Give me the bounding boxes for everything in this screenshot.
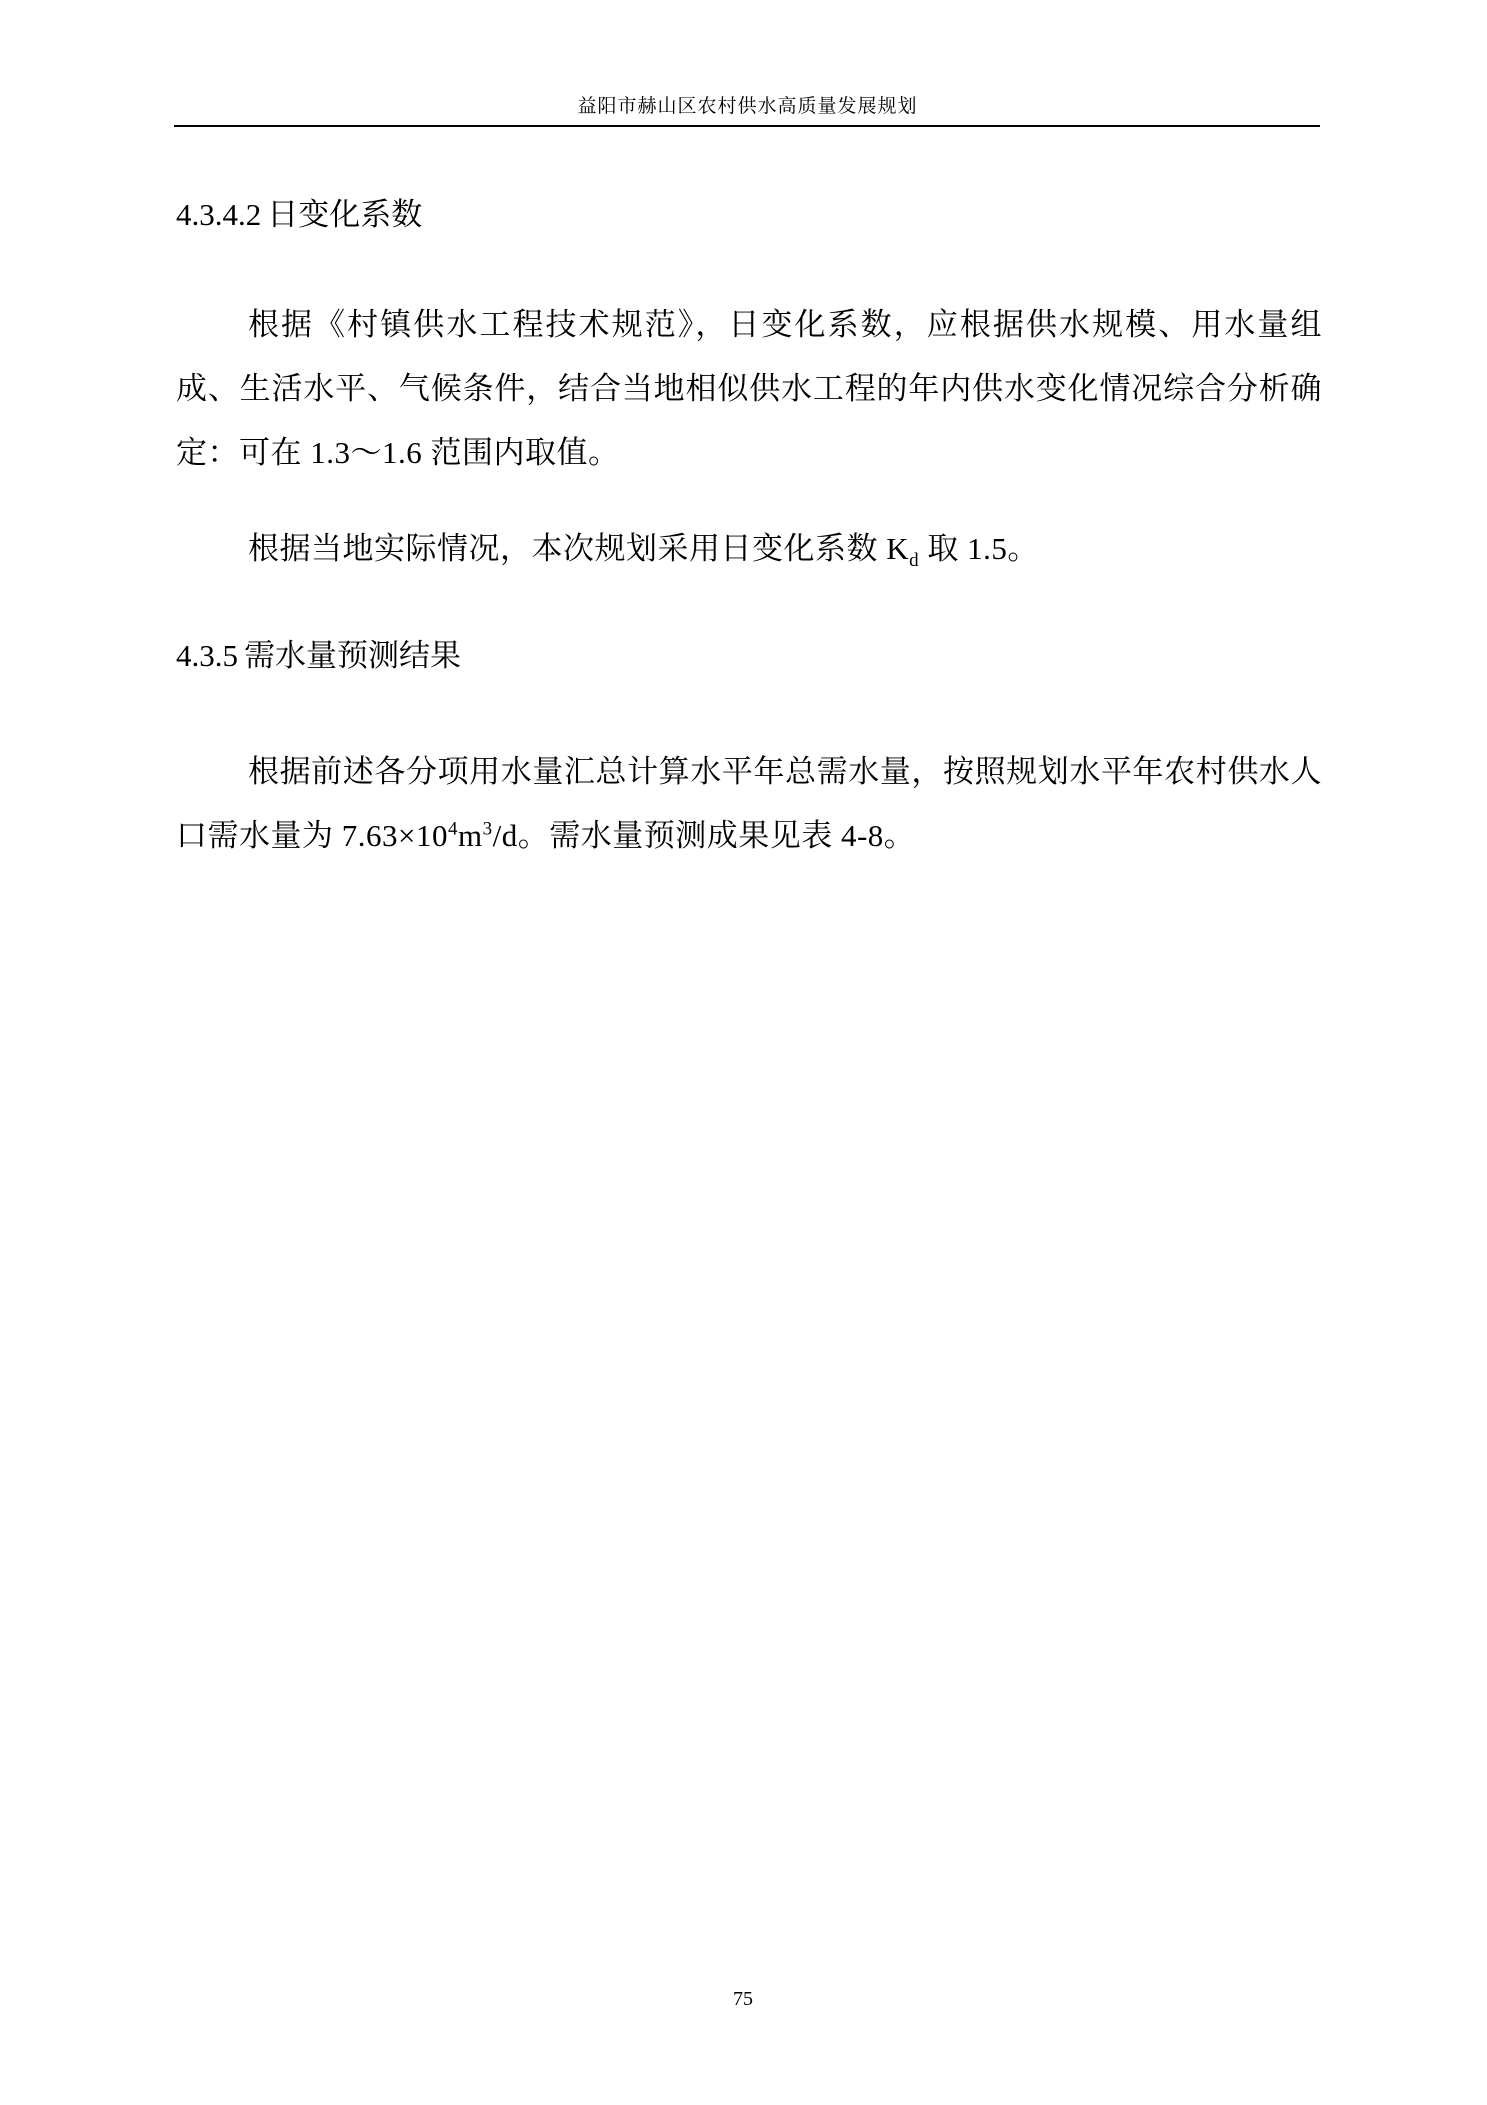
section-title: 日变化系数 — [267, 197, 423, 233]
body-paragraph-demand-result — [176, 740, 1322, 868]
header-rule — [174, 125, 1320, 127]
body-paragraph-daily-coefficient-range: 根据《村镇供水工程技术规范》，日变化系数，应根据供水规模、用水量组成、生活水平、气候条件，结合当地相似供水工程的年内供水变化情况综合分析确定：可在 1.3～1.6 范围内取值。 — [176, 307, 1322, 470]
paragraph-text: 根据前述各分项用水量汇总计算水平年总需水量，按照规划水平年农村供水人口需水量为 7.63×10 — [176, 754, 1322, 853]
paragraph-text: 取 1.5。 — [919, 531, 1039, 566]
section-number: 4.3.4.2 — [176, 197, 262, 232]
paragraph-text: /d。需水量预测成果见表 4-8。 — [492, 818, 916, 853]
paragraph-text: 根据当地实际情况，本次规划采用日变化系数 K — [248, 531, 910, 566]
section-number: 4.3.5 — [176, 638, 238, 673]
body-paragraph-daily-coefficient-value — [176, 517, 1322, 581]
section-heading-4-3-4-2 — [176, 195, 422, 235]
superscript-exponent: 4 — [447, 818, 458, 840]
subscript-d: d — [909, 550, 920, 572]
section-heading-4-3-5 — [176, 636, 461, 676]
section-title: 需水量预测结果 — [244, 638, 461, 674]
superscript-cubic: 3 — [482, 818, 493, 840]
unit-text: m — [457, 818, 483, 853]
page-number: 75 — [733, 1988, 753, 2010]
running-header: 益阳市赫山区农村供水高质量发展规划 — [577, 96, 918, 117]
